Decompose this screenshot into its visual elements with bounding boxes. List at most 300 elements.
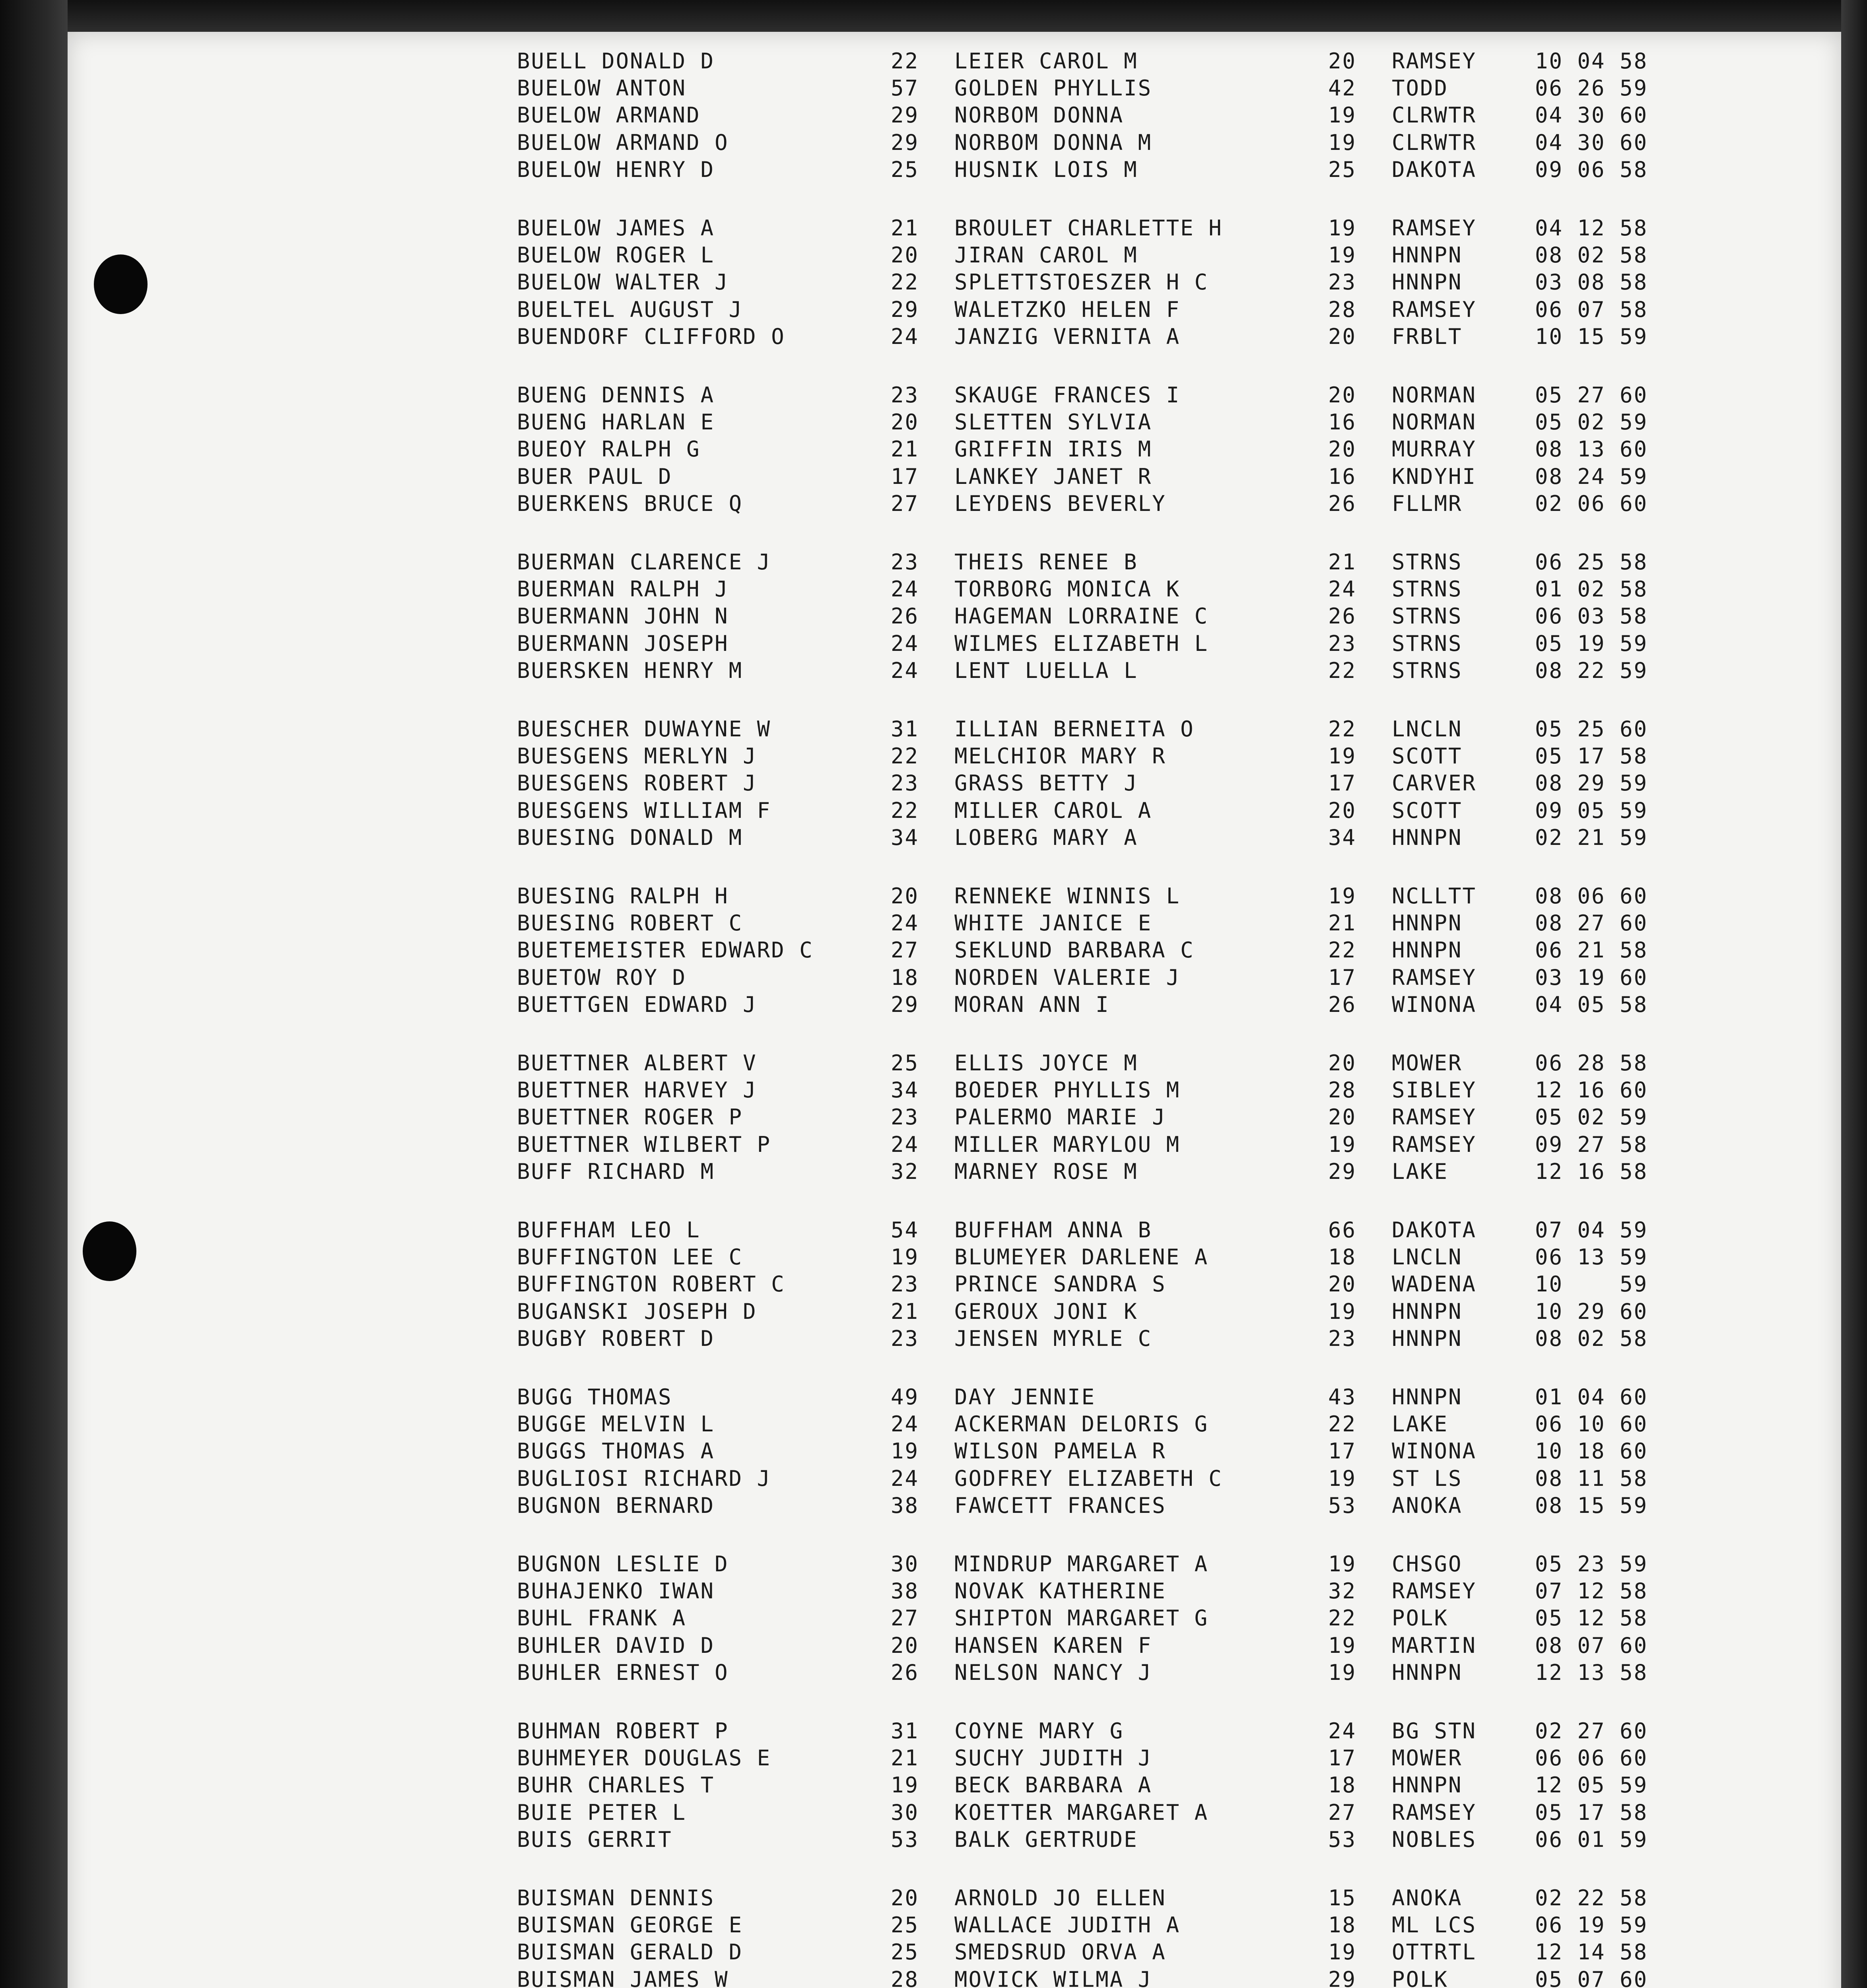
record-row <box>517 1718 1710 1745</box>
bride-name: BECK BARBARA A <box>954 1773 1152 1798</box>
marriage-date: 08 15 59 <box>1535 1493 1648 1518</box>
groom-name: BUISMAN DENNIS <box>517 1885 715 1910</box>
record-row <box>517 576 1710 603</box>
bride-age: 19 <box>1328 1299 1357 1324</box>
bride-name: WHITE JANICE E <box>954 911 1152 936</box>
marriage-date: 08 11 58 <box>1535 1466 1648 1491</box>
groom-name: BUENG HARLAN E <box>517 410 715 435</box>
groom-name: BUISMAN JAMES W <box>517 1967 729 1988</box>
record-row <box>517 883 1710 910</box>
bride-age: 34 <box>1328 825 1357 850</box>
county: RAMSEY <box>1392 1132 1477 1157</box>
groom-age: 21 <box>891 1299 919 1324</box>
record-row <box>517 1298 1710 1325</box>
county: RAMSEY <box>1392 1105 1477 1130</box>
bride-age: 16 <box>1328 464 1357 489</box>
marriage-date: 10 15 59 <box>1535 324 1648 349</box>
record-row <box>517 1465 1710 1492</box>
groom-name: BUGGE MELVIN L <box>517 1411 715 1437</box>
bride-name: MORAN ANN I <box>954 992 1110 1017</box>
groom-name: BUHAJENKO IWAN <box>517 1578 715 1604</box>
groom-age: 34 <box>891 1077 919 1103</box>
marriage-date: 10 04 58 <box>1535 49 1648 74</box>
groom-age: 19 <box>891 1244 919 1270</box>
bride-name: BALK GERTRUDE <box>954 1827 1138 1852</box>
groom-age: 22 <box>891 270 919 295</box>
county: WINONA <box>1392 992 1477 1017</box>
bride-age: 19 <box>1328 744 1357 769</box>
groom-name: BUGNON BERNARD <box>517 1493 715 1518</box>
county: LNCLN <box>1392 716 1463 742</box>
bride-name: LANKEY JANET R <box>954 464 1152 489</box>
bride-age: 66 <box>1328 1217 1357 1242</box>
county: FRBLT <box>1392 324 1463 349</box>
groom-name: BUISMAN GERALD D <box>517 1939 743 1965</box>
county: NORMAN <box>1392 382 1477 408</box>
bride-name: BOEDER PHYLLIS M <box>954 1077 1181 1103</box>
bride-age: 18 <box>1328 1244 1357 1270</box>
bride-age: 20 <box>1328 1105 1357 1130</box>
bride-age: 20 <box>1328 1272 1357 1297</box>
bride-name: MILLER CAROL A <box>954 798 1152 823</box>
marriage-date: 06 07 58 <box>1535 297 1648 322</box>
record-row <box>517 1131 1710 1158</box>
bride-name: GODFREY ELIZABETH C <box>954 1466 1223 1491</box>
marriage-date: 12 05 59 <box>1535 1773 1648 1798</box>
marriage-date: 05 12 58 <box>1535 1606 1648 1631</box>
record-row <box>517 102 1710 129</box>
groom-name: BUIE PETER L <box>517 1800 687 1825</box>
groom-age: 27 <box>891 491 919 516</box>
groom-name: BUELL DONALD D <box>517 49 715 74</box>
bride-age: 19 <box>1328 1660 1357 1685</box>
county: ML LCS <box>1392 1912 1477 1938</box>
county: LNCLN <box>1392 1244 1463 1270</box>
marriage-index-list <box>517 48 1710 1988</box>
bride-name: PRINCE SANDRA S <box>954 1272 1166 1297</box>
record-row <box>517 1632 1710 1659</box>
bride-name: THEIS RENEE B <box>954 549 1138 575</box>
record-row <box>517 716 1710 743</box>
bride-name: WALLACE JUDITH A <box>954 1912 1181 1938</box>
record-row <box>517 1578 1710 1605</box>
record-row <box>517 1438 1710 1465</box>
marriage-date: 10 29 60 <box>1535 1299 1648 1324</box>
groom-name: BUESGENS MERLYN J <box>517 744 757 769</box>
bride-name: WALETZKO HELEN F <box>954 297 1181 322</box>
county: WINONA <box>1392 1439 1477 1464</box>
groom-name: BUGBY ROBERT D <box>517 1326 715 1351</box>
record-row <box>517 48 1710 75</box>
bride-age: 22 <box>1328 716 1357 742</box>
bride-age: 15 <box>1328 1885 1357 1910</box>
bride-name: SPLETTSTOESZER H C <box>954 270 1209 295</box>
bride-age: 19 <box>1328 1132 1357 1157</box>
bride-age: 19 <box>1328 103 1357 128</box>
county: BG STN <box>1392 1718 1477 1743</box>
groom-name: BUISMAN GEORGE E <box>517 1912 743 1938</box>
bride-name: WILMES ELIZABETH L <box>954 631 1209 656</box>
record-row <box>517 382 1710 409</box>
groom-name: BUERMAN CLARENCE J <box>517 549 771 575</box>
groom-age: 38 <box>891 1578 919 1604</box>
county: RAMSEY <box>1392 1800 1477 1825</box>
groom-name: BUGNON LESLIE D <box>517 1551 729 1576</box>
bride-name: SKAUGE FRANCES I <box>954 382 1181 408</box>
record-row <box>517 743 1710 770</box>
groom-age: 27 <box>891 1606 919 1631</box>
groom-age: 23 <box>891 549 919 575</box>
groom-age: 24 <box>891 1132 919 1157</box>
record-row <box>517 910 1710 937</box>
bride-age: 24 <box>1328 577 1357 602</box>
groom-age: 34 <box>891 825 919 850</box>
bride-age: 19 <box>1328 243 1357 268</box>
marriage-date: 06 26 59 <box>1535 76 1648 101</box>
groom-name: BUELOW HENRY D <box>517 157 715 182</box>
marriage-date: 12 13 58 <box>1535 1660 1648 1685</box>
groom-age: 24 <box>891 631 919 656</box>
groom-name: BUERKENS BRUCE Q <box>517 491 743 516</box>
groom-name: BUERMANN JOSEPH <box>517 631 729 656</box>
punch-hole <box>83 1221 136 1281</box>
marriage-date: 04 30 60 <box>1535 130 1648 155</box>
groom-age: 25 <box>891 1050 919 1076</box>
record-row <box>517 824 1710 851</box>
county: CLRWTR <box>1392 130 1477 155</box>
groom-name: BUESGENS ROBERT J <box>517 771 757 796</box>
groom-name: BUFF RICHARD M <box>517 1159 715 1184</box>
record-row <box>517 1912 1710 1939</box>
county: DAKOTA <box>1392 1217 1477 1242</box>
groom-age: 23 <box>891 382 919 408</box>
marriage-date: 12 16 60 <box>1535 1077 1648 1103</box>
bride-age: 19 <box>1328 1466 1357 1491</box>
bride-name: SUCHY JUDITH J <box>954 1745 1152 1771</box>
groom-age: 20 <box>891 410 919 435</box>
bride-name: MARNEY ROSE M <box>954 1159 1138 1184</box>
bride-age: 21 <box>1328 911 1357 936</box>
bride-age: 17 <box>1328 1439 1357 1464</box>
groom-name: BUGLIOSI RICHARD J <box>517 1466 771 1491</box>
bride-name: LEYDENS BEVERLY <box>954 491 1166 516</box>
county: NORMAN <box>1392 410 1477 435</box>
county: HNNPN <box>1392 825 1463 850</box>
bride-age: 20 <box>1328 49 1357 74</box>
bride-name: JIRAN CAROL M <box>954 243 1138 268</box>
groom-name: BUETEMEISTER EDWARD C <box>517 938 814 963</box>
groom-age: 18 <box>891 965 919 990</box>
record-row <box>517 1745 1710 1772</box>
marriage-date: 05 23 59 <box>1535 1551 1648 1576</box>
bride-age: 25 <box>1328 157 1357 182</box>
bride-age: 19 <box>1328 1939 1357 1965</box>
county: RAMSEY <box>1392 297 1477 322</box>
groom-age: 31 <box>891 1718 919 1743</box>
groom-name: BUHLER DAVID D <box>517 1633 715 1658</box>
scan-border-left <box>0 0 68 1988</box>
groom-name: BUFFINGTON LEE C <box>517 1244 743 1270</box>
marriage-date: 05 02 59 <box>1535 1105 1648 1130</box>
groom-name: BUENDORF CLIFFORD O <box>517 324 785 349</box>
bride-age: 22 <box>1328 658 1357 683</box>
marriage-date: 02 21 59 <box>1535 825 1648 850</box>
bride-name: MILLER MARYLOU M <box>954 1132 1181 1157</box>
groom-age: 24 <box>891 1466 919 1491</box>
county: ST LS <box>1392 1466 1463 1491</box>
bride-age: 17 <box>1328 1745 1357 1771</box>
county: MARTIN <box>1392 1633 1477 1658</box>
county: HNNPN <box>1392 1773 1463 1798</box>
groom-age: 25 <box>891 1939 919 1965</box>
bride-age: 42 <box>1328 76 1357 101</box>
groom-name: BUETTNER ROGER P <box>517 1105 743 1130</box>
groom-name: BUELTEL AUGUST J <box>517 297 743 322</box>
bride-name: LEIER CAROL M <box>954 49 1138 74</box>
bride-name: LOBERG MARY A <box>954 825 1138 850</box>
groom-age: 23 <box>891 1105 919 1130</box>
groom-age: 19 <box>891 1773 919 1798</box>
groom-name: BUETOW ROY D <box>517 965 687 990</box>
groom-name: BUER PAUL D <box>517 464 672 489</box>
bride-name: PALERMO MARIE J <box>954 1105 1166 1130</box>
groom-age: 29 <box>891 130 919 155</box>
groom-age: 23 <box>891 771 919 796</box>
groom-name: BUELOW JAMES A <box>517 215 715 241</box>
groom-name: BUELOW ANTON <box>517 76 687 101</box>
bride-name: NELSON NANCY J <box>954 1660 1152 1685</box>
marriage-date: 04 12 58 <box>1535 215 1648 241</box>
marriage-date: 12 14 58 <box>1535 1939 1648 1965</box>
marriage-date: 04 05 58 <box>1535 992 1648 1017</box>
record-row <box>517 1384 1710 1411</box>
bride-age: 26 <box>1328 491 1357 516</box>
county: NOBLES <box>1392 1827 1477 1852</box>
marriage-date: 01 04 60 <box>1535 1384 1648 1409</box>
marriage-date: 05 07 60 <box>1535 1967 1648 1988</box>
bride-age: 43 <box>1328 1384 1357 1409</box>
record-row <box>517 1659 1710 1686</box>
bride-name: ELLIS JOYCE M <box>954 1050 1138 1076</box>
groom-age: 26 <box>891 604 919 629</box>
bride-age: 18 <box>1328 1912 1357 1938</box>
marriage-date: 06 19 59 <box>1535 1912 1648 1938</box>
groom-name: BUHLER ERNEST O <box>517 1660 729 1685</box>
groom-age: 49 <box>891 1384 919 1409</box>
groom-name: BUELOW ROGER L <box>517 243 715 268</box>
marriage-date: 09 06 58 <box>1535 157 1648 182</box>
groom-age: 22 <box>891 798 919 823</box>
marriage-date: 05 02 59 <box>1535 410 1648 435</box>
marriage-date: 02 06 60 <box>1535 491 1648 516</box>
bride-age: 26 <box>1328 604 1357 629</box>
bride-name: RENNEKE WINNIS L <box>954 883 1181 909</box>
bride-name: HAGEMAN LORRAINE C <box>954 604 1209 629</box>
groom-name: BUEOY RALPH G <box>517 437 701 462</box>
record-row <box>517 1966 1710 1988</box>
county: SCOTT <box>1392 744 1463 769</box>
bride-age: 23 <box>1328 270 1357 295</box>
record-row <box>517 603 1710 630</box>
groom-age: 24 <box>891 324 919 349</box>
marriage-date: 09 27 58 <box>1535 1132 1648 1157</box>
record-row <box>517 75 1710 102</box>
county: SIBLEY <box>1392 1077 1477 1103</box>
bride-name: ILLIAN BERNEITA O <box>954 716 1195 742</box>
county: HNNPN <box>1392 938 1463 963</box>
bride-name: LENT LUELLA L <box>954 658 1138 683</box>
record-row <box>517 409 1710 436</box>
county: POLK <box>1392 1967 1449 1988</box>
record-row <box>517 991 1710 1018</box>
record-row <box>517 1217 1710 1244</box>
groom-name: BUETTGEN EDWARD J <box>517 992 757 1017</box>
groom-age: 23 <box>891 1272 919 1297</box>
county: CLRWTR <box>1392 103 1477 128</box>
bride-name: JENSEN MYRLE C <box>954 1326 1152 1351</box>
marriage-date: 04 30 60 <box>1535 103 1648 128</box>
bride-name: FAWCETT FRANCES <box>954 1493 1166 1518</box>
record-row <box>517 630 1710 657</box>
bride-age: 32 <box>1328 1578 1357 1604</box>
groom-age: 24 <box>891 911 919 936</box>
groom-age: 25 <box>891 1912 919 1938</box>
groom-name: BUHR CHARLES T <box>517 1773 715 1798</box>
county: MOWER <box>1392 1050 1463 1076</box>
groom-age: 28 <box>891 1967 919 1988</box>
marriage-date: 05 25 60 <box>1535 716 1648 742</box>
county: LAKE <box>1392 1411 1449 1437</box>
record-row <box>517 1050 1710 1077</box>
record-row <box>517 215 1710 242</box>
groom-name: BUGANSKI JOSEPH D <box>517 1299 757 1324</box>
bride-age: 22 <box>1328 1606 1357 1631</box>
bride-name: BUFFHAM ANNA B <box>954 1217 1152 1242</box>
bride-age: 21 <box>1328 549 1357 575</box>
county: RAMSEY <box>1392 1578 1477 1604</box>
bride-name: NOVAK KATHERINE <box>954 1578 1166 1604</box>
marriage-date: 12 16 58 <box>1535 1159 1648 1184</box>
bride-age: 22 <box>1328 938 1357 963</box>
groom-name: BUENG DENNIS A <box>517 382 715 408</box>
bride-age: 16 <box>1328 410 1357 435</box>
bride-age: 17 <box>1328 965 1357 990</box>
groom-age: 29 <box>891 103 919 128</box>
bride-age: 19 <box>1328 130 1357 155</box>
bride-age: 20 <box>1328 382 1357 408</box>
marriage-date: 06 03 58 <box>1535 604 1648 629</box>
marriage-date: 02 22 58 <box>1535 1885 1648 1910</box>
groom-name: BUETTNER WILBERT P <box>517 1132 771 1157</box>
groom-age: 17 <box>891 464 919 489</box>
county: ANOKA <box>1392 1885 1463 1910</box>
bride-age: 17 <box>1328 771 1357 796</box>
bride-name: NORBOM DONNA <box>954 103 1124 128</box>
marriage-date: 02 27 60 <box>1535 1718 1648 1743</box>
marriage-date: 08 24 59 <box>1535 464 1648 489</box>
bride-age: 53 <box>1328 1493 1357 1518</box>
county: OTTRTL <box>1392 1939 1477 1965</box>
groom-age: 21 <box>891 1745 919 1771</box>
groom-age: 20 <box>891 1885 919 1910</box>
county: RAMSEY <box>1392 215 1477 241</box>
bride-name: SHIPTON MARGARET G <box>954 1606 1209 1631</box>
groom-age: 26 <box>891 1660 919 1685</box>
county: RAMSEY <box>1392 965 1477 990</box>
bride-age: 53 <box>1328 1827 1357 1852</box>
bride-name: NORDEN VALERIE J <box>954 965 1181 990</box>
county: STRNS <box>1392 577 1463 602</box>
record-row <box>517 1826 1710 1853</box>
marriage-date: 06 01 59 <box>1535 1827 1648 1852</box>
county: NCLLTT <box>1392 883 1477 909</box>
record-row <box>517 436 1710 463</box>
county: HNNPN <box>1392 270 1463 295</box>
record-row <box>517 129 1710 156</box>
groom-age: 23 <box>891 1326 919 1351</box>
marriage-date: 06 06 60 <box>1535 1745 1648 1771</box>
marriage-date: 10 18 60 <box>1535 1439 1648 1464</box>
record-row <box>517 1271 1710 1298</box>
groom-age: 38 <box>891 1493 919 1518</box>
bride-name: ACKERMAN DELORIS G <box>954 1411 1209 1437</box>
record-row <box>517 323 1710 350</box>
bride-name: NORBOM DONNA M <box>954 130 1152 155</box>
bride-name: HANSEN KAREN F <box>954 1633 1152 1658</box>
bride-name: JANZIG VERNITA A <box>954 324 1181 349</box>
marriage-date: 08 22 59 <box>1535 658 1648 683</box>
record-row <box>517 1551 1710 1578</box>
groom-name: BUESGENS WILLIAM F <box>517 798 771 823</box>
marriage-date: 08 07 60 <box>1535 1633 1648 1658</box>
groom-age: 20 <box>891 243 919 268</box>
county: HNNPN <box>1392 1299 1463 1324</box>
groom-age: 20 <box>891 883 919 909</box>
record-row <box>517 964 1710 991</box>
county: STRNS <box>1392 631 1463 656</box>
marriage-date: 05 17 58 <box>1535 744 1648 769</box>
groom-name: BUGGS THOMAS A <box>517 1439 715 1464</box>
groom-age: 22 <box>891 49 919 74</box>
record-row <box>517 1077 1710 1104</box>
bride-age: 19 <box>1328 883 1357 909</box>
bride-age: 23 <box>1328 631 1357 656</box>
marriage-date: 09 05 59 <box>1535 798 1648 823</box>
marriage-date: 05 27 60 <box>1535 382 1648 408</box>
county: TODD <box>1392 76 1449 101</box>
record-row <box>517 1411 1710 1438</box>
record-row <box>517 1939 1710 1966</box>
groom-age: 27 <box>891 938 919 963</box>
record-row <box>517 1325 1710 1352</box>
county: HNNPN <box>1392 243 1463 268</box>
groom-age: 31 <box>891 716 919 742</box>
record-row <box>517 1885 1710 1912</box>
bride-age: 29 <box>1328 1967 1357 1988</box>
marriage-date: 05 17 58 <box>1535 1800 1648 1825</box>
marriage-date: 08 06 60 <box>1535 883 1648 909</box>
scan-border-right <box>1841 0 1867 1988</box>
bride-age: 19 <box>1328 1551 1357 1576</box>
groom-age: 32 <box>891 1159 919 1184</box>
bride-name: SMEDSRUD ORVA A <box>954 1939 1166 1965</box>
groom-name: BUELOW ARMAND <box>517 103 701 128</box>
groom-name: BUFFINGTON ROBERT C <box>517 1272 785 1297</box>
bride-age: 28 <box>1328 297 1357 322</box>
record-row <box>517 1605 1710 1632</box>
county: FLLMR <box>1392 491 1463 516</box>
record-row <box>517 1492 1710 1519</box>
